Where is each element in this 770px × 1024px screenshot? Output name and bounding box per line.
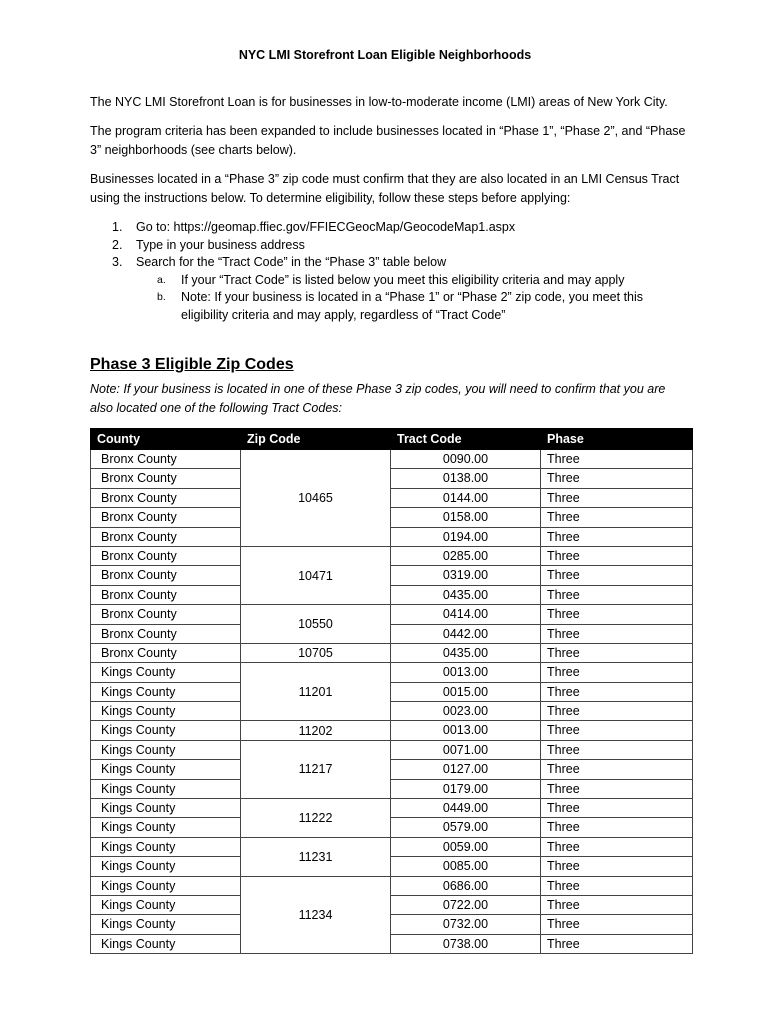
zip-code-cell: 11234: [241, 876, 391, 954]
table-row: [91, 546, 693, 565]
table-row: [91, 488, 693, 507]
phase-cell: Three: [541, 721, 693, 740]
list-item: [90, 219, 690, 237]
table-row: [91, 779, 693, 798]
zip-code-cell: 11231: [241, 837, 391, 876]
county-cell: Bronx County: [91, 566, 241, 585]
tract-code-cell: 0158.00: [391, 508, 541, 527]
tract-code-cell: 0435.00: [391, 585, 541, 604]
phase-cell: Three: [541, 837, 693, 856]
table-row: [91, 585, 693, 604]
intro-paragraph-1: The NYC LMI Storefront Loan is for businesses in low-to-moderate income (LMI) areas of New York City.: [90, 95, 668, 109]
tract-code-cell: 0013.00: [391, 663, 541, 682]
phase-cell: Three: [541, 624, 693, 643]
list-item-letter: a.: [157, 273, 166, 286]
tract-code-cell: 0023.00: [391, 702, 541, 721]
table-row: [91, 643, 693, 662]
intro-paragraph-3: Businesses located in a “Phase 3” zip code must confirm that they are also located in an LMI Census Tract using the instructions below. To determine eligibility, follow these steps before applying:: [90, 172, 680, 205]
phase-cell: Three: [541, 546, 693, 565]
county-cell: Kings County: [91, 799, 241, 818]
column-header-tract-code: Tract Code: [391, 429, 541, 450]
table-row: [91, 566, 693, 585]
county-cell: Bronx County: [91, 527, 241, 546]
county-cell: Kings County: [91, 682, 241, 701]
tract-code-cell: 0179.00: [391, 779, 541, 798]
table-row: [91, 527, 693, 546]
phase-cell: Three: [541, 585, 693, 604]
list-item-number: 3.: [112, 255, 123, 269]
phase-cell: Three: [541, 682, 693, 701]
tract-code-cell: 0085.00: [391, 857, 541, 876]
county-cell: Kings County: [91, 740, 241, 759]
county-cell: Bronx County: [91, 585, 241, 604]
table-row: [91, 682, 693, 701]
tract-code-cell: 0013.00: [391, 721, 541, 740]
list-item-text: If your “Tract Code” is listed below you meet this eligibility criteria and may apply: [181, 272, 625, 287]
table-row: [91, 702, 693, 721]
tract-code-cell: 0414.00: [391, 605, 541, 624]
phase-cell: Three: [541, 818, 693, 837]
tract-code-cell: 0732.00: [391, 915, 541, 934]
tract-code-cell: 0127.00: [391, 760, 541, 779]
phase-cell: Three: [541, 566, 693, 585]
phase-cell: Three: [541, 527, 693, 546]
list-item-number: 2.: [112, 237, 123, 252]
zip-code-cell: 11202: [241, 721, 391, 740]
page-title: NYC LMI Storefront Loan Eligible Neighborhoods: [238, 48, 532, 62]
column-header-zip-code: Zip Code: [241, 429, 391, 450]
zip-code-cell: 11201: [241, 663, 391, 721]
zip-code-cell: 10705: [241, 643, 391, 662]
list-item: [90, 254, 690, 272]
phase-cell: Three: [541, 508, 693, 527]
phase-cell: Three: [541, 488, 693, 507]
list-item-number: 1.: [112, 220, 123, 234]
sub-list-item: [90, 289, 690, 324]
table-row: [91, 721, 693, 740]
table-row: [91, 605, 693, 624]
table-row: [91, 663, 693, 682]
phase-cell: Three: [541, 934, 693, 953]
zip-code-cell: 10550: [241, 605, 391, 644]
column-header-county: County: [91, 429, 241, 450]
county-cell: Kings County: [91, 702, 241, 721]
county-cell: Kings County: [91, 876, 241, 895]
list-item-text: Type in your business address: [136, 237, 305, 252]
phase-cell: Three: [541, 779, 693, 798]
list-item-text: Search for the “Tract Code” in the “Phase 3” table below: [136, 255, 447, 269]
county-cell: Kings County: [91, 915, 241, 934]
county-cell: Kings County: [91, 837, 241, 856]
zip-code-cell: 10471: [241, 546, 391, 604]
table-body: [91, 450, 693, 954]
instructions-list: [90, 219, 690, 324]
county-cell: Bronx County: [91, 450, 241, 469]
table-row: [91, 934, 693, 953]
tract-code-cell: 0071.00: [391, 740, 541, 759]
tract-code-cell: 0449.00: [391, 799, 541, 818]
phase-cell: Three: [541, 740, 693, 759]
zip-code-cell: 11217: [241, 740, 391, 798]
county-cell: Kings County: [91, 721, 241, 740]
sub-list-item: [90, 272, 690, 290]
tract-code-cell: 0194.00: [391, 527, 541, 546]
county-cell: Bronx County: [91, 624, 241, 643]
table-row: [91, 915, 693, 934]
tract-code-cell: 0435.00: [391, 643, 541, 662]
county-cell: Kings County: [91, 760, 241, 779]
phase-cell: Three: [541, 469, 693, 488]
tract-code-cell: 0442.00: [391, 624, 541, 643]
list-item: [90, 237, 690, 255]
table-row: [91, 876, 693, 895]
county-cell: Kings County: [91, 818, 241, 837]
table-row: [91, 895, 693, 914]
zip-code-cell: 11222: [241, 799, 391, 838]
phase-cell: Three: [541, 605, 693, 624]
table-row: [91, 760, 693, 779]
table-row: [91, 818, 693, 837]
tract-code-cell: 0686.00: [391, 876, 541, 895]
table-row: [91, 450, 693, 469]
table-row: [91, 508, 693, 527]
tract-code-cell: 0722.00: [391, 895, 541, 914]
list-item-letter: b.: [157, 291, 166, 303]
section-note: Note: If your business is located in one of these Phase 3 zip codes, you will need to confirm that you are also located one of the following Tract Codes:: [90, 382, 666, 415]
county-cell: Kings County: [91, 895, 241, 914]
tract-code-cell: 0738.00: [391, 934, 541, 953]
phase-cell: Three: [541, 799, 693, 818]
tract-code-cell: 0579.00: [391, 818, 541, 837]
phase-cell: Three: [541, 915, 693, 934]
table-row: [91, 469, 693, 488]
phase-cell: Three: [541, 760, 693, 779]
county-cell: Bronx County: [91, 488, 241, 507]
tract-code-cell: 0138.00: [391, 469, 541, 488]
section-heading: Phase 3 Eligible Zip Codes: [90, 356, 294, 373]
phase-cell: Three: [541, 895, 693, 914]
phase-cell: Three: [541, 702, 693, 721]
phase-cell: Three: [541, 450, 693, 469]
county-cell: Kings County: [91, 857, 241, 876]
tract-code-cell: 0090.00: [391, 450, 541, 469]
county-cell: Bronx County: [91, 605, 241, 624]
list-item-text: Go to: https://geomap.ffiec.gov/FFIECGeocMap/GeocodeMap1.aspx: [136, 220, 516, 234]
table-row: [91, 857, 693, 876]
county-cell: Bronx County: [91, 546, 241, 565]
table-header-row: [91, 429, 693, 450]
tract-code-cell: 0319.00: [391, 566, 541, 585]
list-item-text: Note: If your business is located in a “Phase 1” or “Phase 2” zip code, you meet this eligibility criteria and may apply, regardless of “Tract Code”: [181, 290, 644, 322]
eligible-tracts-table: [90, 428, 693, 954]
table-row: [91, 837, 693, 856]
phase-cell: Three: [541, 857, 693, 876]
column-header-phase: Phase: [541, 429, 693, 450]
intro-paragraph-2: The program criteria has been expanded to include businesses located in “Phase 1”, “Phase 2”, and “Phase 3” neighborhoods (see charts below).: [90, 124, 686, 157]
tract-code-cell: 0285.00: [391, 546, 541, 565]
county-cell: Bronx County: [91, 508, 241, 527]
phase-cell: Three: [541, 663, 693, 682]
table-row: [91, 624, 693, 643]
tract-code-cell: 0144.00: [391, 488, 541, 507]
county-cell: Bronx County: [91, 469, 241, 488]
county-cell: Kings County: [91, 779, 241, 798]
table-row: [91, 740, 693, 759]
county-cell: Kings County: [91, 934, 241, 953]
zip-code-cell: 10465: [241, 450, 391, 547]
county-cell: Bronx County: [91, 643, 241, 662]
tract-code-cell: 0059.00: [391, 837, 541, 856]
table-row: [91, 799, 693, 818]
phase-cell: Three: [541, 643, 693, 662]
phase-cell: Three: [541, 876, 693, 895]
county-cell: Kings County: [91, 663, 241, 682]
tract-code-cell: 0015.00: [391, 682, 541, 701]
